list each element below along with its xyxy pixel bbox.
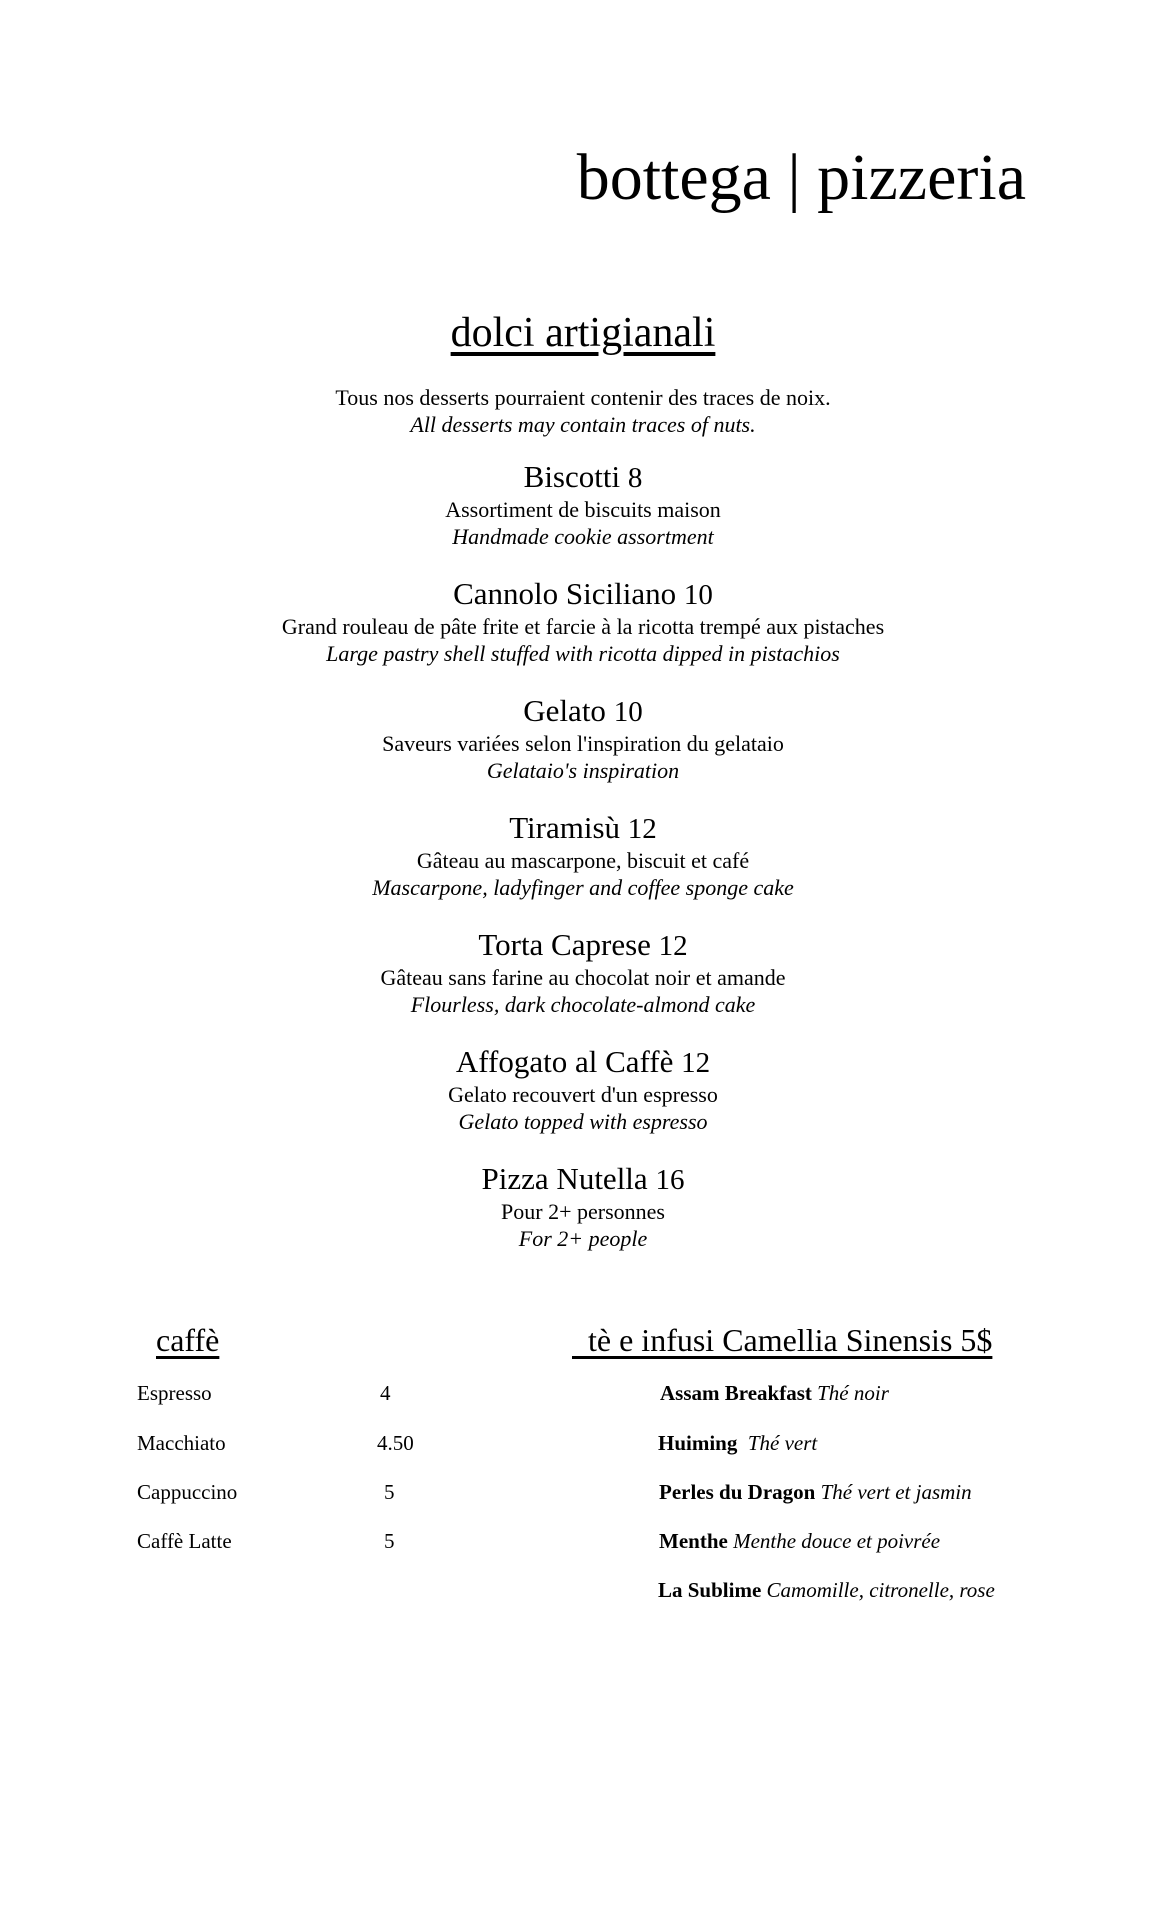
dessert-price: 10 [683, 579, 713, 611]
desserts-title-text: dolci artigianali [450, 310, 716, 356]
dessert-name-line [0, 1160, 1166, 1199]
dessert-description-fr: Assortiment de biscuits maison [445, 497, 721, 522]
coffee-name: Espresso [137, 1381, 212, 1405]
tea-name: Menthe [659, 1529, 728, 1553]
dessert-name: Cannolo Siciliano [453, 576, 677, 611]
dessert-name: Biscotti [523, 459, 621, 494]
caffe-title: caffè [156, 1322, 220, 1358]
desserts-title [0, 306, 1166, 360]
coffee-price: 4 [380, 1381, 391, 1405]
dessert-description-en: For 2+ people [518, 1226, 648, 1251]
dessert-name: Gelato [523, 693, 606, 728]
tea-description: Thé noir [817, 1381, 889, 1405]
tea-description: Camomille, citronelle, rose [766, 1578, 995, 1602]
dessert-description-en: Flourless, dark chocolate-almond cake [410, 992, 756, 1017]
dessert-price: 12 [658, 930, 688, 962]
dessert-name-line [0, 809, 1166, 848]
tea-name: Perles du Dragon [659, 1480, 816, 1504]
tea-description: Thé vert et jasmin [820, 1480, 972, 1504]
tea-description: Menthe douce et poivrée [733, 1529, 941, 1553]
coffee-price: 5 [384, 1480, 395, 1504]
tea-item [659, 1479, 972, 1505]
tea-item [660, 1380, 889, 1406]
coffee-name: Macchiato [137, 1431, 226, 1455]
nut-disclaimer [0, 384, 1166, 438]
dessert-description-fr: Gâteau sans farine au chocolat noir et amande [380, 965, 786, 990]
coffee-price: 5 [384, 1529, 395, 1553]
dessert-name-line [0, 692, 1166, 731]
dessert-name: Tiramisù [509, 810, 621, 845]
dessert-price: 10 [613, 696, 643, 728]
disclaimer-fr: Tous nos desserts pourraient contenir des traces de noix. [335, 385, 831, 410]
tea-item [658, 1577, 995, 1603]
dessert-item [0, 809, 1166, 926]
dessert-description-fr: Grand rouleau de pâte frite et farcie à la ricotta trempé aux pistaches [281, 614, 885, 639]
tea-description: Thé vert [747, 1431, 818, 1455]
dessert-description-en: Gelato topped with espresso [458, 1109, 708, 1134]
dessert-item [0, 692, 1166, 809]
tea-name: Assam Breakfast [660, 1381, 812, 1405]
dessert-description-fr: Gelato recouvert d'un espresso [448, 1082, 718, 1107]
tea-title: tè e infusi Camellia Sinensis 5$ [572, 1322, 993, 1358]
disclaimer-en: All desserts may contain traces of nuts. [410, 412, 756, 437]
dessert-item [0, 575, 1166, 692]
dessert-price: 16 [655, 1164, 685, 1196]
coffee-name: Caffè Latte [137, 1529, 232, 1553]
dessert-description-fr: Saveurs variées selon l'inspiration du gelataio [382, 731, 784, 756]
dessert-name-line [0, 458, 1166, 497]
dessert-name-line [0, 926, 1166, 965]
dessert-name-line [0, 575, 1166, 614]
dessert-price: 8 [627, 462, 643, 494]
dessert-list [0, 458, 1166, 1277]
dessert-description-en: Mascarpone, ladyfinger and coffee sponge cake [372, 875, 794, 900]
dessert-name: Torta Caprese [478, 927, 651, 962]
dessert-item [0, 458, 1166, 575]
dessert-price: 12 [681, 1047, 711, 1079]
dessert-item [0, 1043, 1166, 1160]
dessert-name: Affogato al Caffè [455, 1044, 674, 1079]
dessert-description-en: Gelataio's inspiration [486, 758, 680, 783]
tea-name: Huiming [658, 1431, 738, 1455]
tea-name: La Sublime [658, 1578, 762, 1602]
coffee-name: Cappuccino [137, 1480, 238, 1504]
dessert-description-en: Large pastry shell stuffed with ricotta dipped in pistachios [326, 641, 840, 666]
dessert-price: 12 [627, 813, 657, 845]
tea-item [658, 1430, 817, 1456]
dessert-description-fr: Pour 2+ personnes [501, 1199, 665, 1224]
tea-item [659, 1528, 940, 1554]
dessert-name-line [0, 1043, 1166, 1082]
dessert-name: Pizza Nutella [481, 1161, 648, 1196]
restaurant-name: bottega | pizzeria [576, 141, 1026, 214]
dessert-description-en: Handmade cookie assortment [452, 524, 714, 549]
dessert-description-fr: Gâteau au mascarpone, biscuit et café [416, 848, 750, 873]
dessert-item [0, 1160, 1166, 1277]
dessert-item [0, 926, 1166, 1043]
coffee-price: 4.50 [377, 1431, 414, 1455]
